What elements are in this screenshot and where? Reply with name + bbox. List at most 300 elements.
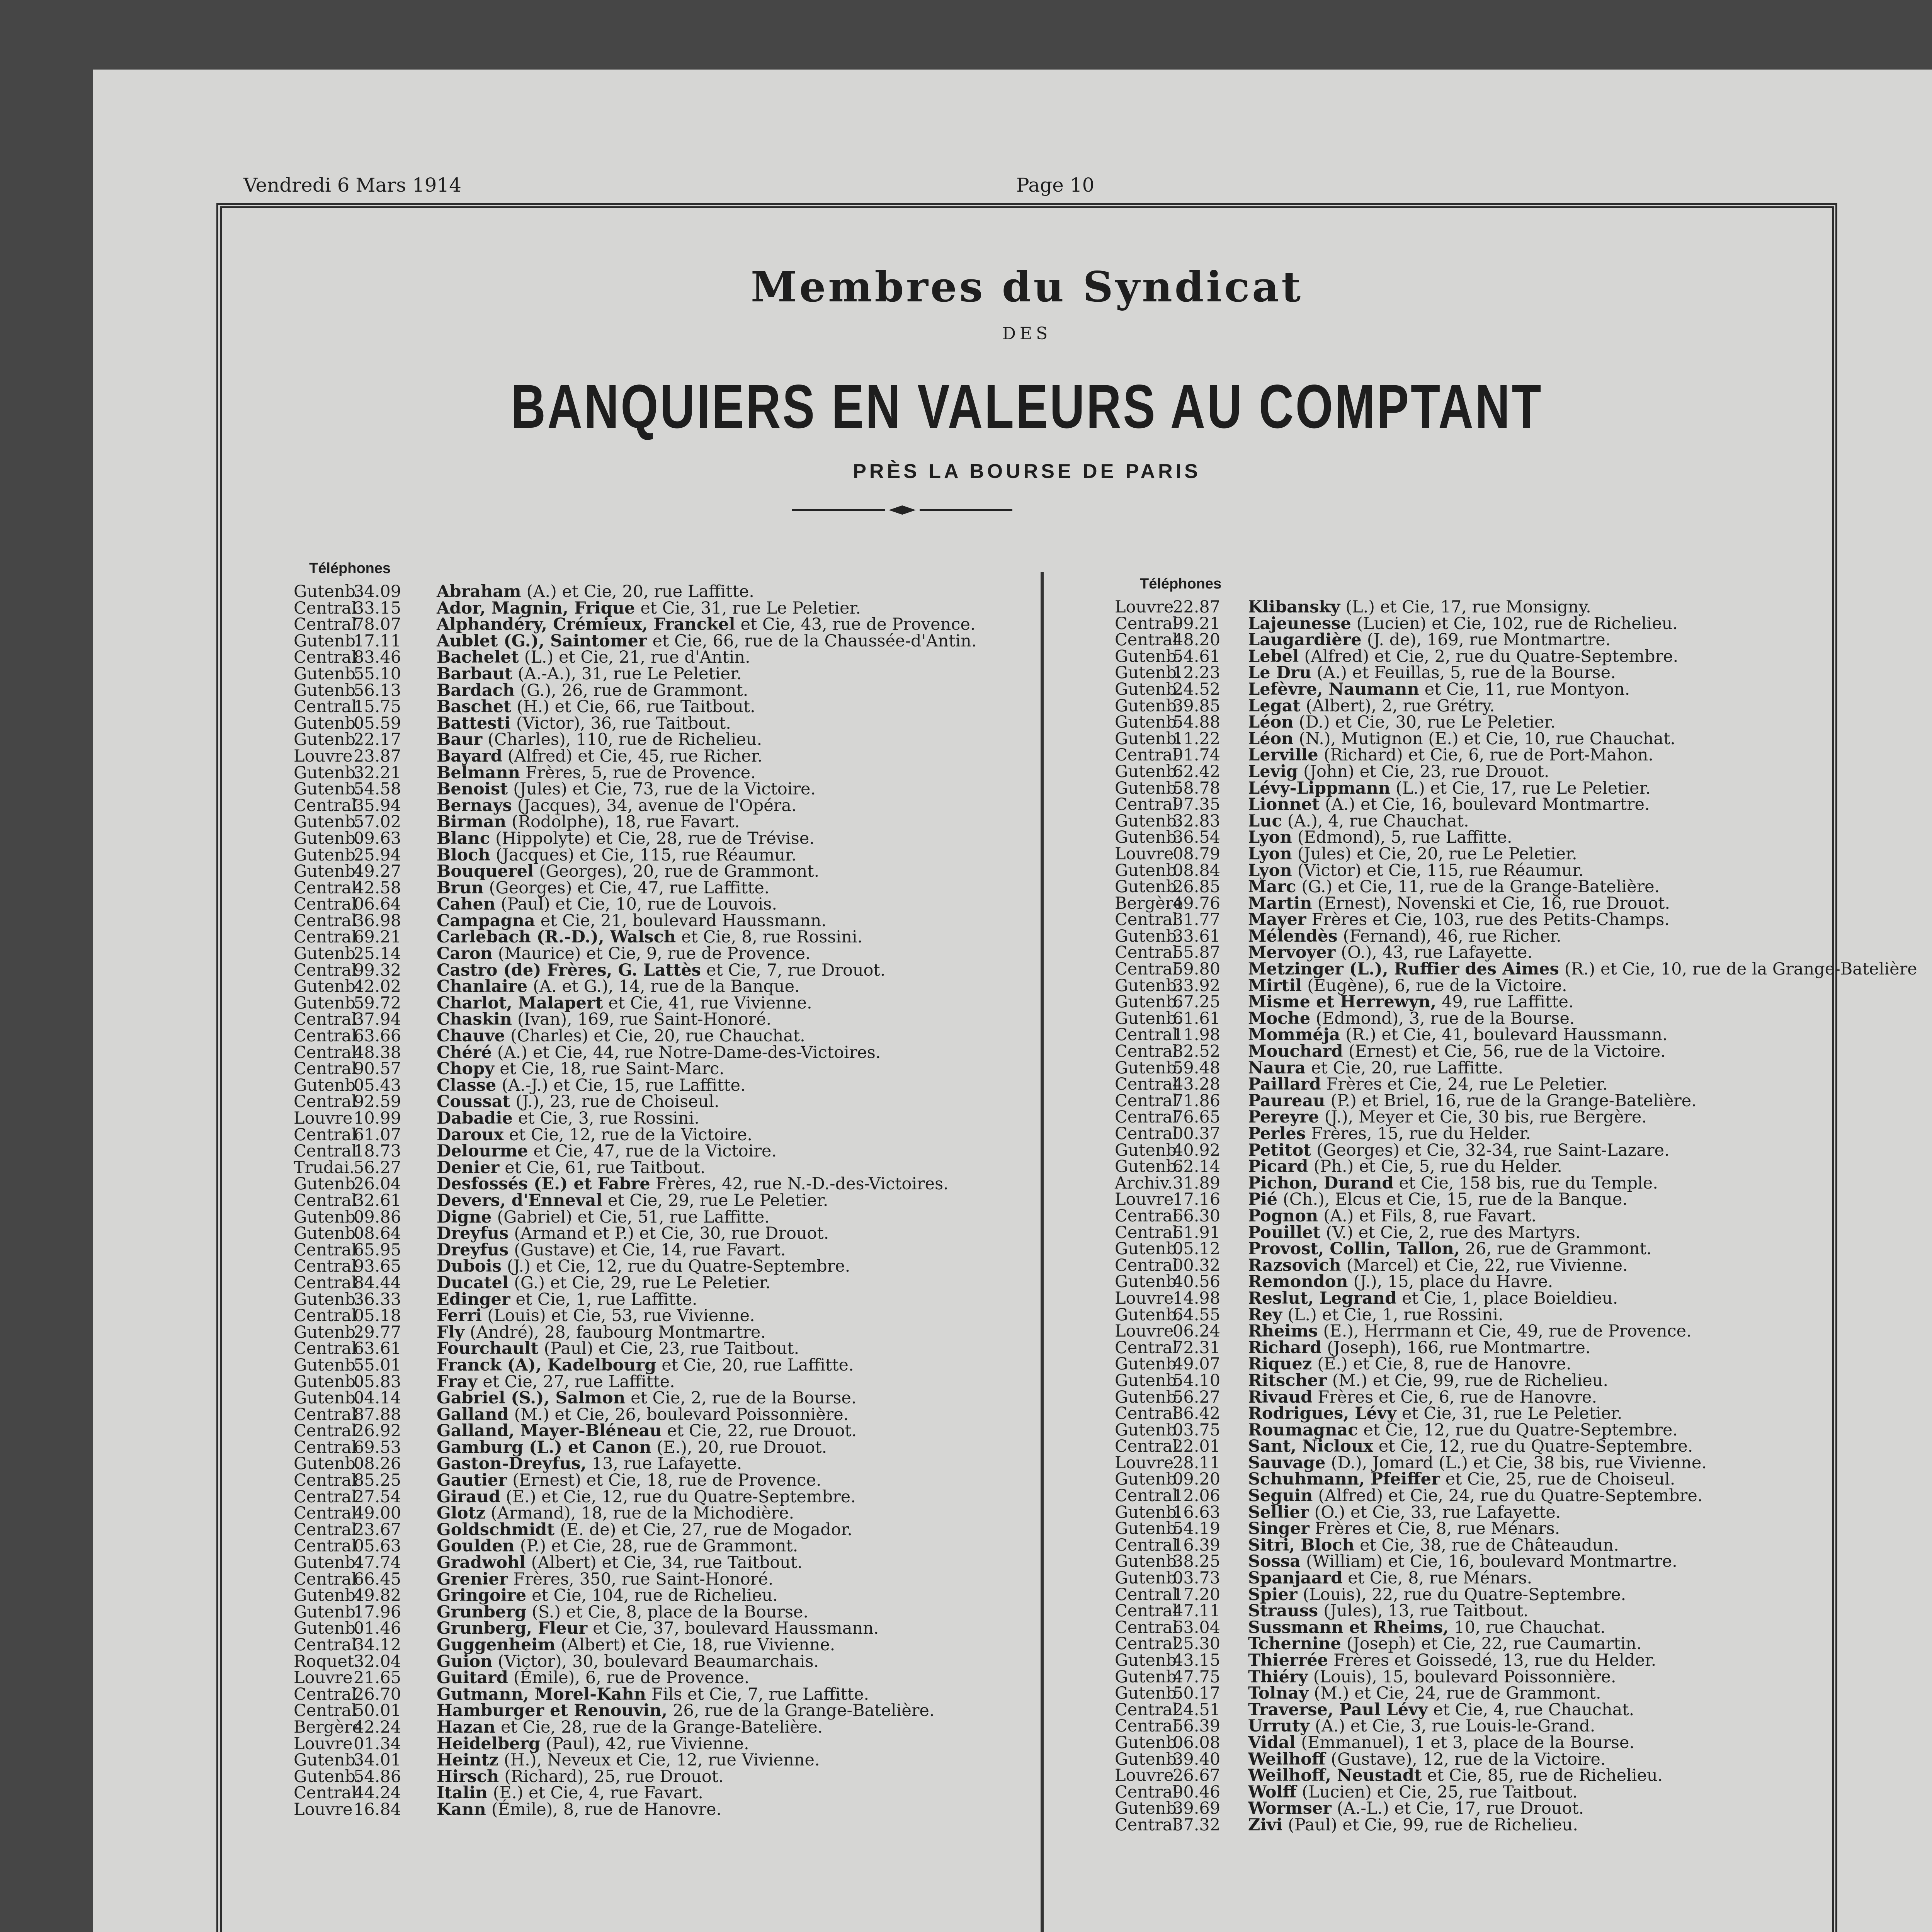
phone-exchange: Central	[1115, 1255, 1178, 1275]
member-row	[1115, 1553, 1833, 1570]
phone-exchange: Gutenb.	[1115, 663, 1182, 683]
left-phones-header: Téléphones	[309, 560, 391, 577]
member-name: Dabadie et Cie, 3, rue Rossini.	[437, 1109, 700, 1128]
phone-exchange: Gutenb.	[1115, 713, 1182, 732]
member-row	[294, 1538, 1039, 1554]
phone-number: 05.59	[354, 713, 401, 733]
member-name: Spier (Louis), 22, rue du Quatre-Septembre.	[1248, 1585, 1626, 1604]
member-name: Paureau (P.) et Briel, 16, rue de la Grange-Batelière.	[1248, 1091, 1697, 1111]
member-name: Chauve (Charles) et Cie, 20, rue Chauchat.	[437, 1026, 805, 1046]
member-row	[294, 1587, 1039, 1604]
member-row	[1115, 632, 1833, 648]
member-row	[294, 1176, 1039, 1192]
phone-number: 56.27	[354, 1158, 401, 1177]
member-row	[294, 765, 1039, 781]
phone-number: 08.84	[1173, 861, 1221, 880]
member-row	[294, 913, 1039, 929]
member-address: (Georges) et Cie, 47, rue Laffitte.	[489, 878, 770, 898]
member-name: Ducatel (G.) et Cie, 29, rue Le Peletier.	[437, 1273, 771, 1293]
phone-number: 39.85	[1173, 696, 1221, 716]
phone-number: 43.15	[1173, 1651, 1221, 1670]
member-address: et Cie, 43, rue de Provence.	[740, 615, 976, 634]
member-row	[294, 1357, 1039, 1374]
phone-exchange: Louvre	[294, 746, 353, 766]
member-address: (Ernest), Novenski et Cie, 16, rue Drouot.	[1317, 893, 1670, 913]
member-row	[1115, 1471, 1833, 1488]
phone-number: 01.34	[354, 1734, 401, 1753]
phone-number: 32.83	[1173, 811, 1221, 831]
member-address: (Alfred) et Cie, 24, rue du Quatre-Septembre.	[1318, 1486, 1703, 1506]
member-name: Tolnay (M.) et Cie, 24, rue de Grammont.	[1248, 1684, 1601, 1703]
phone-number: 08.79	[1173, 844, 1221, 864]
phone-number: 32.61	[354, 1190, 401, 1210]
member-address: et Cie, 8, rue Ménars.	[1348, 1568, 1532, 1588]
member-row	[1115, 1225, 1833, 1241]
phone-exchange: Gutenb.	[294, 1750, 361, 1770]
member-row	[294, 1160, 1039, 1176]
member-row	[1115, 1817, 1833, 1833]
member-name: Laugardière (J. de), 169, rue Montmartre.	[1248, 630, 1611, 650]
member-name: Battesti (Victor), 36, rue Taitbout.	[437, 713, 731, 733]
phone-number: 69.21	[354, 927, 401, 947]
member-row	[1115, 879, 1833, 895]
member-row	[294, 781, 1039, 798]
phone-exchange: Gutenb.	[1115, 1469, 1182, 1489]
member-name: Blanc (Hippolyte) et Cie, 28, rue de Trévise.	[437, 828, 815, 848]
member-address: et Cie, 38, rue de Châteaudun.	[1360, 1535, 1619, 1555]
phone-exchange: Central	[294, 1125, 357, 1145]
member-address: et Cie, 18, rue Saint-Marc.	[500, 1059, 724, 1079]
phone-number: 05.63	[354, 1536, 401, 1556]
member-address: (Edmond), 5, rue Laffitte.	[1297, 828, 1512, 847]
phone-number: 09.20	[1173, 1469, 1221, 1489]
member-address: (E.) et Cie, 8, rue de Hanovre.	[1317, 1354, 1571, 1374]
phone-exchange: Central	[1115, 1025, 1178, 1045]
member-name: Reslut, Legrand et Cie, 1, place Boieldieu.	[1248, 1288, 1618, 1308]
phone-number: 47.11	[1173, 1601, 1221, 1621]
member-name: Sossa (William) et Cie, 16, boulevard Montmartre.	[1248, 1552, 1677, 1571]
phone-number: 01.46	[354, 1619, 401, 1638]
member-row	[294, 896, 1039, 913]
member-name: Zivi (Paul) et Cie, 99, rue de Richelieu.	[1248, 1815, 1578, 1835]
member-name: Galland (M.) et Cie, 26, boulevard Poissonnière.	[437, 1405, 849, 1424]
member-name: Chopy et Cie, 18, rue Saint-Marc.	[437, 1059, 724, 1079]
phone-number: 36.98	[354, 911, 401, 930]
member-address: Frères et Cie, 103, rue des Petits-Champs.	[1311, 910, 1670, 930]
phone-number: 17.96	[354, 1602, 401, 1622]
member-name: Grunberg (S.) et Cie, 8, place de la Bourse.	[437, 1602, 809, 1622]
member-row	[294, 978, 1039, 995]
member-row	[1115, 978, 1833, 994]
member-address: (Gabriel) et Cie, 51, rue Laffitte.	[497, 1207, 770, 1227]
member-name: Sant, Nicloux et Cie, 12, rue du Quatre-Septembre.	[1248, 1437, 1693, 1456]
phone-exchange: Trudai.	[294, 1158, 355, 1177]
member-row	[294, 798, 1039, 814]
member-name: Gamburg (L.) et Canon (E.), 20, rue Drouot.	[437, 1437, 827, 1457]
member-row	[294, 814, 1039, 830]
member-address: (Armand et P.) et Cie, 30, rue Drouot.	[514, 1224, 829, 1243]
member-row	[1115, 1076, 1833, 1093]
member-address: (Charles), 110, rue de Richelieu.	[488, 730, 762, 750]
phone-exchange: Central	[294, 1421, 357, 1441]
member-address: (Edmond), 3, rue de la Bourse.	[1316, 1009, 1575, 1028]
member-row	[1115, 747, 1833, 764]
phone-number: 26.92	[354, 1421, 401, 1441]
phone-number: 06.64	[354, 895, 401, 914]
member-address: et Cie, 31, rue Le Peletier.	[640, 598, 861, 618]
phone-exchange: Gutenb.	[1115, 877, 1182, 897]
member-row	[1115, 1027, 1833, 1043]
member-name: Traverse, Paul Lévy et Cie, 4, rue Chauchat.	[1248, 1700, 1634, 1719]
phone-number: 36.54	[1173, 828, 1221, 847]
member-name: Gautier (Ernest) et Cie, 18, rue de Provence.	[437, 1471, 821, 1490]
phone-exchange: Gutenb.	[294, 1619, 361, 1638]
member-row	[294, 1077, 1039, 1094]
phone-exchange: Gutenb.	[294, 1075, 361, 1095]
phone-number: 14.98	[1173, 1288, 1221, 1308]
member-row	[1115, 1340, 1833, 1356]
member-name: Dubois (J.) et Cie, 12, rue du Quatre-Septembre.	[437, 1257, 850, 1276]
phone-number: 40.56	[1173, 1272, 1221, 1292]
phone-exchange: Gutenb.	[1115, 1799, 1182, 1818]
member-row	[1115, 1570, 1833, 1587]
member-row	[1115, 846, 1833, 862]
phone-number: 05.18	[354, 1306, 401, 1326]
phone-exchange: Gutenb.	[1115, 762, 1182, 781]
phone-number: 28.11	[1173, 1453, 1221, 1473]
member-row	[294, 1620, 1039, 1637]
phone-exchange: Central	[294, 1503, 357, 1523]
member-address: et Cie, 25, rue de Choiseul.	[1445, 1469, 1675, 1489]
phone-number: 92.59	[354, 1092, 401, 1112]
phone-exchange: Louvre	[1115, 1190, 1174, 1209]
phone-number: 04.14	[354, 1388, 401, 1408]
phone-exchange: Gutenb.	[294, 1586, 361, 1605]
member-name: Misme et Herrewyn, 49, rue Laffitte.	[1248, 992, 1574, 1012]
phone-exchange: Louvre	[1115, 1453, 1174, 1473]
member-name: Dreyfus (Gustave) et Cie, 14, rue Favart.	[437, 1240, 786, 1260]
phone-exchange: Central	[1115, 745, 1178, 765]
member-name: Mayer Frères et Cie, 103, rue des Petits-Champs.	[1248, 910, 1670, 930]
phone-exchange: Gutenb.	[1115, 646, 1182, 666]
phone-exchange: Louvre	[294, 1734, 353, 1753]
phone-number: 33.92	[1173, 976, 1221, 995]
member-name: Mouchard (Ernest) et Cie, 56, rue de la Victoire.	[1248, 1042, 1666, 1061]
phone-number: 27.54	[354, 1487, 401, 1507]
phone-exchange: Central	[1115, 1107, 1178, 1127]
phone-exchange: Gutenb.	[294, 812, 361, 832]
member-name: Ferri (Louis) et Cie, 53, rue Vivienne.	[437, 1306, 755, 1326]
phone-exchange: Central	[294, 1141, 357, 1161]
member-address: et Cie, 61, rue Taitbout.	[505, 1158, 706, 1177]
member-address: (A.) et Feuillas, 5, rue de la Bourse.	[1316, 663, 1616, 683]
member-name: Chéré (A.) et Cie, 44, rue Notre-Dame-des-Victoires.	[437, 1043, 881, 1062]
member-row	[1115, 1142, 1833, 1159]
member-name: Weilhoff, Neustadt et Cie, 85, rue de Richelieu.	[1248, 1766, 1663, 1786]
phone-number: 42.58	[354, 878, 401, 898]
phone-number: 56.27	[1173, 1387, 1221, 1407]
member-address: (Louis), 15, boulevard Poissonnière.	[1313, 1667, 1616, 1687]
phone-exchange: Central	[294, 895, 357, 914]
member-address: (Victor) et Cie, 115, rue Réaumur.	[1297, 861, 1584, 880]
member-name: Guggenheim (Albert) et Cie, 18, rue Vivienne.	[437, 1635, 835, 1655]
phone-exchange: Gutenb.	[1115, 1651, 1182, 1670]
phone-number: 66.45	[354, 1569, 401, 1589]
member-name: Pouillet (V.) et Cie, 2, rue des Martyrs.	[1248, 1223, 1581, 1242]
member-name: Charlot, Malapert et Cie, 41, rue Vivienne.	[437, 993, 812, 1013]
phone-number: 61.91	[1173, 1223, 1221, 1242]
member-name: Dreyfus (Armand et P.) et Cie, 30, rue Drouot.	[437, 1224, 829, 1243]
phone-number: 03.73	[1173, 1568, 1221, 1588]
phone-number: 32.21	[354, 763, 401, 782]
phone-number: 11.98	[1173, 1025, 1221, 1045]
member-name: Benoist (Jules) et Cie, 73, rue de la Victoire.	[437, 779, 816, 799]
phone-number: 17.16	[1173, 1190, 1221, 1209]
member-row	[1115, 1537, 1833, 1554]
member-address: et Cie, 20, rue Laffitte.	[1311, 1058, 1503, 1078]
phone-exchange: Central	[294, 1405, 357, 1424]
member-row	[1115, 1208, 1833, 1225]
member-address: (G.) et Cie, 29, rue Le Peletier.	[514, 1273, 771, 1293]
member-name: Martin (Ernest), Novenski et Cie, 16, rue Drouot.	[1248, 893, 1670, 913]
phone-exchange: Gutenb.	[1115, 696, 1182, 716]
phone-exchange: Gutenb.	[1115, 1568, 1182, 1588]
member-name: Edinger et Cie, 1, rue Laffitte.	[437, 1289, 697, 1309]
phone-exchange: Central	[294, 1783, 357, 1803]
member-name: Italin (E.) et Cie, 4, rue Favart.	[437, 1783, 703, 1803]
member-name: Léon (N.), Mutignon (E.) et Cie, 10, rue Chauchat.	[1248, 729, 1676, 748]
phone-number: 54.58	[354, 779, 401, 799]
member-row	[294, 1340, 1039, 1357]
member-name: Lajeunesse (Lucien) et Cie, 102, rue de Richelieu.	[1248, 614, 1678, 633]
member-name: Galland, Mayer-Bléneau et Cie, 22, rue Drouot.	[437, 1421, 857, 1441]
member-address: (J.), 15, place du Havre.	[1353, 1272, 1553, 1292]
member-address: (A.-A.), 31, rue Le Peletier.	[517, 664, 742, 684]
phone-exchange: Central	[294, 1569, 357, 1589]
phone-number: 67.25	[1173, 992, 1221, 1012]
phone-exchange: Louvre	[294, 1799, 353, 1819]
phone-exchange: Gutenb.	[294, 1224, 361, 1243]
member-row	[294, 1225, 1039, 1242]
member-name: Mirtil (Eugène), 6, rue de la Victoire.	[1248, 976, 1567, 995]
member-address: et Cie, 66, rue de la Chaussée-d'Antin.	[652, 631, 977, 651]
member-row	[1115, 813, 1833, 830]
member-address: (Alfred) et Cie, 2, rue du Quatre-Septembre.	[1304, 646, 1679, 666]
member-row	[1115, 1405, 1833, 1422]
member-name: Digne (Gabriel) et Cie, 51, rue Laffitte.	[437, 1207, 770, 1227]
phone-exchange: Gutenb.	[294, 680, 361, 700]
phone-exchange: Bergère	[1115, 893, 1183, 913]
member-row	[294, 1143, 1039, 1160]
phone-exchange: Central	[1115, 614, 1178, 633]
member-address: (Gustave), 12, rue de la Victoire.	[1331, 1749, 1606, 1769]
member-row	[1115, 862, 1833, 879]
member-address: (Albert) et Cie, 34, rue Taitbout.	[531, 1553, 803, 1573]
phone-exchange: Central	[1115, 1782, 1178, 1802]
member-address: et Cie, 158 bis, rue du Temple.	[1399, 1173, 1658, 1193]
member-address: (Louis) et Cie, 53, rue Vivienne.	[487, 1306, 755, 1326]
member-address: et Cie, 31, rue Le Peletier.	[1401, 1404, 1622, 1423]
member-name: Barbaut (A.-A.), 31, rue Le Peletier.	[437, 664, 742, 684]
member-row	[1115, 1175, 1833, 1192]
phone-number: 24.52	[1173, 679, 1221, 699]
member-row	[294, 1110, 1039, 1127]
member-address: (H.) et Cie, 66, rue Taitbout.	[517, 697, 755, 717]
member-name: Pognon (A.) et Fils, 8, rue Favart.	[1248, 1206, 1537, 1226]
phone-number: 54.10	[1173, 1371, 1221, 1390]
phone-number: 23.87	[354, 746, 401, 766]
member-row	[294, 1044, 1039, 1061]
phone-exchange: Central	[1115, 1634, 1178, 1654]
member-row	[294, 715, 1039, 732]
member-row	[1115, 1751, 1833, 1768]
member-address: (A.) et Fils, 8, rue Favart.	[1323, 1206, 1537, 1226]
phone-number: 59.80	[1173, 959, 1221, 979]
member-address: (Victor), 36, rue Taitbout.	[516, 713, 731, 733]
member-address: (Rodolphe), 18, rue Favart.	[511, 812, 740, 832]
member-address: (Maurice) et Cie, 9, rue de Provence.	[498, 944, 811, 964]
member-address: (L.) et Cie, 17, rue Monsigny.	[1345, 597, 1591, 617]
member-address: (Paul) et Cie, 10, rue de Louvois.	[500, 895, 777, 914]
member-row	[294, 731, 1039, 748]
member-name: Schuhmann, Pfeiffer et Cie, 25, rue de Choiseul.	[1248, 1469, 1675, 1489]
member-row	[294, 1752, 1039, 1769]
phone-exchange: Gutenb.	[1115, 1272, 1182, 1292]
member-address: (D.) et Cie, 30, rue Le Peletier.	[1299, 713, 1556, 732]
member-address: (A.) et Cie, 16, boulevard Montmartre.	[1325, 795, 1650, 815]
phone-number: 82.52	[1173, 1042, 1221, 1061]
member-name: Mélendès (Fernand), 46, rue Richer.	[1248, 926, 1561, 946]
member-name: Goulden (P.) et Cie, 28, rue de Grammont.	[437, 1536, 798, 1556]
phone-number: 12.06	[1173, 1486, 1221, 1506]
phone-exchange: Louvre	[294, 1109, 353, 1128]
member-row	[1115, 1093, 1833, 1109]
member-address: (A.) et Cie, 44, rue Notre-Dame-des-Victoires.	[497, 1043, 881, 1062]
phone-number: 08.64	[354, 1224, 401, 1243]
member-name: Thiéry (Louis), 15, boulevard Poissonnière.	[1248, 1667, 1616, 1687]
member-row	[1115, 1636, 1833, 1652]
member-name: Fourchault (Paul) et Cie, 23, rue Taitbout.	[437, 1339, 799, 1359]
member-address: 49, rue Laffitte.	[1442, 992, 1574, 1012]
phone-exchange: Central	[1115, 1042, 1178, 1061]
member-name: Abraham (A.) et Cie, 20, rue Laffitte.	[437, 582, 754, 601]
member-address: et Cie, 1, place Boieldieu.	[1402, 1288, 1618, 1308]
phone-exchange: Gutenb.	[294, 828, 361, 848]
phone-exchange: Central	[1115, 1075, 1178, 1094]
phone-exchange: Central	[294, 1536, 357, 1556]
member-address: (Charles) et Cie, 20, rue Chauchat.	[510, 1026, 805, 1046]
phone-exchange: Central	[1115, 1815, 1178, 1835]
phone-exchange: Roquet.	[294, 1651, 359, 1671]
member-name: Sauvage (D.), Jomard (L.) et Cie, 38 bis, rue Vivienne.	[1248, 1453, 1707, 1473]
member-row	[294, 880, 1039, 896]
member-name: Provost, Collin, Tallon, 26, rue de Grammont.	[1248, 1239, 1652, 1259]
phone-exchange: Gutenb.	[1115, 1009, 1182, 1028]
member-row	[294, 748, 1039, 765]
phone-number: 05.83	[354, 1372, 401, 1391]
phone-exchange: Louvre	[1115, 1288, 1174, 1308]
phone-number: 86.42	[1173, 1404, 1221, 1423]
member-row	[294, 946, 1039, 962]
member-name: Sussmann et Rheims, 10, rue Chauchat.	[1248, 1617, 1605, 1637]
phone-number: 59.48	[1173, 1058, 1221, 1078]
member-row	[1115, 1619, 1833, 1636]
member-name: Lyon (Victor) et Cie, 115, rue Réaumur.	[1248, 861, 1584, 880]
phone-number: 85.25	[354, 1471, 401, 1490]
member-row	[1115, 1307, 1833, 1323]
member-name: Le Dru (A.) et Feuillas, 5, rue de la Bourse.	[1248, 663, 1616, 683]
member-row	[1115, 1669, 1833, 1685]
member-address: (L.) et Cie, 21, rue d'Antin.	[524, 648, 750, 667]
member-address: Frères, 15, rue du Helder.	[1311, 1124, 1531, 1143]
phone-exchange: Central	[294, 1487, 357, 1507]
phone-number: 49.00	[354, 1503, 401, 1523]
phone-number: 39.40	[1173, 1749, 1221, 1769]
member-address: et Cie, 7, rue Drouot.	[706, 960, 886, 980]
phone-exchange: Central	[294, 1701, 357, 1721]
member-row	[1115, 665, 1833, 681]
phone-exchange: Gutenb.	[1115, 861, 1182, 880]
left-member-list	[294, 583, 1039, 1818]
member-name: Fly (André), 28, faubourg Montmartre.	[437, 1322, 766, 1342]
member-row	[1115, 764, 1833, 780]
phone-number: 23.67	[354, 1520, 401, 1539]
member-name: Gradwohl (Albert) et Cie, 34, rue Taitbout.	[437, 1553, 803, 1573]
member-address: et Cie, 1, rue Laffitte.	[515, 1289, 697, 1309]
member-address: (J.) et Cie, 12, rue du Quatre-Septembre.	[507, 1257, 850, 1276]
phone-exchange: Gutenb.	[1115, 1519, 1182, 1539]
member-row	[1115, 1702, 1833, 1718]
member-name: Brun (Georges) et Cie, 47, rue Laffitte.	[437, 878, 770, 898]
phone-exchange: Gutenb.	[294, 1372, 361, 1391]
member-name: Klibansky (L.) et Cie, 17, rue Monsigny.	[1248, 597, 1591, 617]
phone-exchange: Gutenb.	[294, 862, 361, 881]
member-row	[1115, 1274, 1833, 1290]
member-address: (André), 28, faubourg Montmartre.	[469, 1322, 766, 1342]
phone-number: 03.75	[1173, 1420, 1221, 1440]
phone-exchange: Central	[294, 1190, 357, 1210]
member-name: Caron (Maurice) et Cie, 9, rue de Provence.	[437, 944, 811, 964]
member-row	[294, 847, 1039, 864]
phone-exchange: Gutenb.	[294, 631, 361, 651]
member-row	[294, 1604, 1039, 1621]
member-row	[1115, 1800, 1833, 1817]
phone-exchange: Gutenb.	[1115, 1371, 1182, 1390]
member-row	[294, 633, 1039, 650]
phone-exchange: Gutenb.	[294, 1355, 361, 1375]
phone-number: 49.76	[1173, 893, 1221, 913]
member-name: Spanjaard et Cie, 8, rue Ménars.	[1248, 1568, 1532, 1588]
phone-number: 00.37	[1173, 1124, 1221, 1143]
phone-number: 59.72	[354, 993, 401, 1013]
member-address: (A.-L.) et Cie, 17, rue Drouot.	[1337, 1799, 1584, 1818]
phone-exchange: Archiv.	[1115, 1173, 1173, 1193]
phone-exchange: Gutenb.	[294, 730, 361, 750]
member-name: Paillard Frères et Cie, 24, rue Le Peletier.	[1248, 1075, 1608, 1094]
member-address: et Cie, 85, rue de Richelieu.	[1427, 1766, 1663, 1786]
phone-exchange: Central	[1115, 1486, 1178, 1506]
member-row	[1115, 1356, 1833, 1372]
member-address: (Jacques) et Cie, 115, rue Réaumur.	[495, 845, 797, 865]
phone-number: 99.32	[354, 960, 401, 980]
phone-number: 05.43	[354, 1075, 401, 1095]
member-row	[1115, 1126, 1833, 1142]
member-row	[294, 1571, 1039, 1588]
phone-exchange: Bergère	[294, 1717, 362, 1737]
phone-number: 63.66	[354, 1026, 401, 1046]
member-name: Sitri, Bloch et Cie, 38, rue de Châteaudun.	[1248, 1535, 1619, 1555]
member-name: Mervoyer (O.), 43, rue Lafayette.	[1248, 943, 1533, 963]
